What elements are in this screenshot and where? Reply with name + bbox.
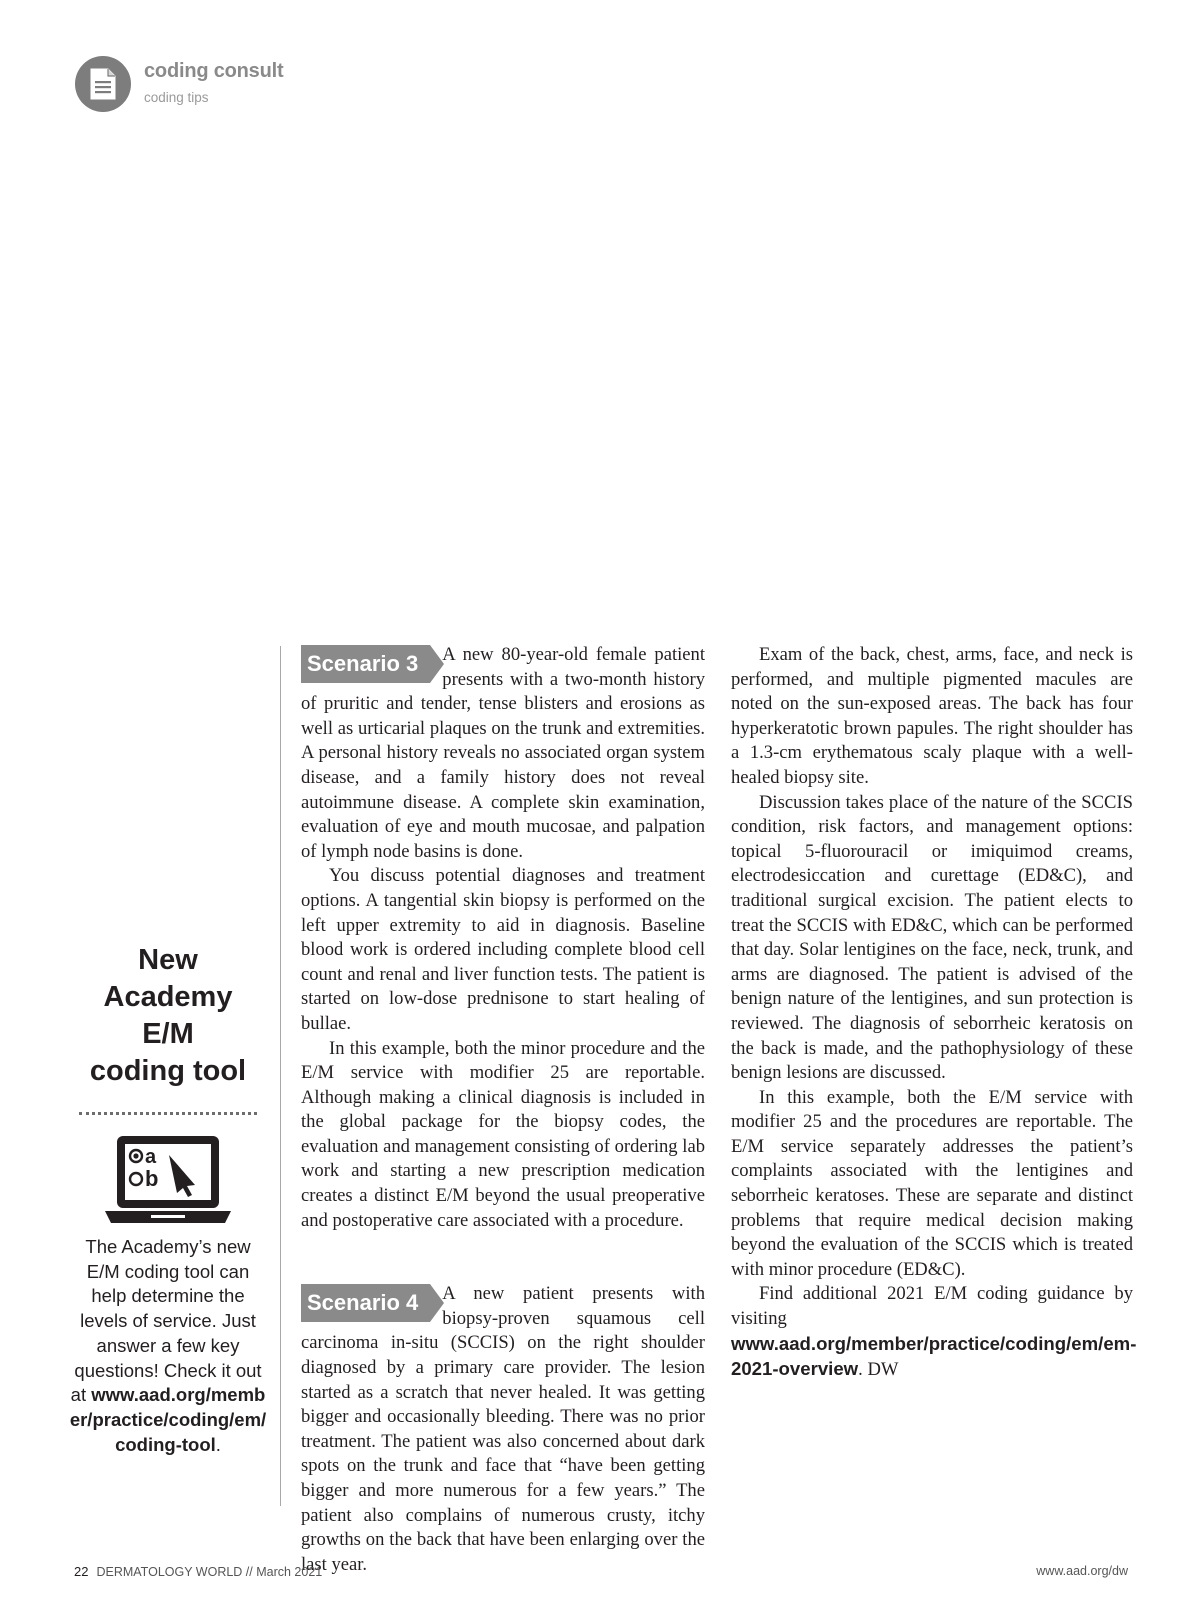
svg-text:a: a — [145, 1146, 157, 1168]
laptop-checklist-icon — [103, 1133, 233, 1225]
column-divider — [280, 646, 281, 1506]
dotted-divider — [79, 1112, 257, 1115]
scenario-3-paragraph-2: You discuss potential diagnoses and treatment options. A tangential skin biopsy is performed on the left upper extremity to aid in diagnosis. Baseline blood work is ordered including complete blood cell count and renal and liver function tests. The patient is started on low-dose prednisone to start healing of bullae. — [301, 865, 705, 1034]
scenario-4-paragraph-2: Exam of the back, chest, arms, face, and neck is performed, and multiple pigmented macules are noted on the sun-exposed areas. The back has four hyperkeratotic brown papules. The right shoulder has a 1.3-cm erythematous scaly plaque with a well-healed biopsy site. — [731, 644, 1133, 788]
scenario-4-paragraph-1: Scenario 4 A new patient presents with biopsy-proven squamous cell carcinoma in-situ (SCCIS) on the right shoulder diagnosed by a primary care provider. The lesion started as a scratch that never healed. It was getting bigger and occasionally bleeding. There was no prior treatment. The patient was also concerned about dark spots on the trunk and face that “have been getting bigger and more numerous for a few years.” The patient also complains of numerous crusty, itchy growths on the back that have been enlarging over the last year. — [301, 1283, 705, 1575]
page-number: 22 — [74, 1564, 89, 1579]
scenario-4-label: Scenario 4 — [301, 1284, 430, 1322]
scenario-4-paragraph-4: In this example, both the E/M service with modifier 25 and the procedures are reportable. The E/M service separately addresses the patient’s complaints associated with the lentigines and seborrheic keratoses. These are separate and distinct problems that require medical decision making beyond the evaluation of the SCCIS which is treated with minor procedure (ED&C). — [731, 1086, 1133, 1280]
article-column-left — [301, 643, 705, 1577]
article-column-right — [731, 643, 1137, 1383]
scenario-3-paragraph-3: In this example, both the minor procedure and the E/M service with modifier 25 are reportable. Although making a clinical diagnosis is included in the global package for the biopsy codes, the evaluation and management consisting of ordering lab work and starting a new prescription medication creates a distinct E/M beyond the usual preoperative and postoperative care associated with a procedure. — [301, 1037, 705, 1231]
scenario-3-label: Scenario 3 — [301, 645, 430, 683]
svg-text:b: b — [145, 1166, 159, 1191]
em-overview-link[interactable]: www.aad.org/member/practice/coding/em/em-2021-overview — [731, 1332, 1137, 1380]
footer-website: www.aad.org/dw — [1036, 1564, 1128, 1578]
publication-name: DERMATOLOGY WORLD // March 2021 — [96, 1565, 323, 1579]
footer-publication — [74, 1564, 322, 1579]
scenario-4-paragraph-3: Discussion takes place of the nature of the SCCIS condition, risk factors, and management options: topical 5-fluorouracil or imiquimod creams, electrodesiccation and curettage (ED&C), and traditional surgical excision. The patient elects to treat the SCCIS with ED&C, which can be performed that day. Solar lentigines on the face, neck, trunk, and arms are diagnosed. The patient is advised of the benign nature of the lentigines, and sun protection is reviewed. The diagnosis of seborrheic keratosis on the back is made, and the pathophysiology of these benign lesions are discussed. — [731, 791, 1133, 1084]
document-icon — [75, 56, 131, 112]
sidebar-title: New Academy E/M coding tool — [89, 944, 247, 1087]
scenario-3-paragraph-1: Scenario 3 A new 80-year-old female patient presents with a two-month history of pruritic and tender, tense blisters and erosions as well as urticarial plaques on the trunk and extremities. A personal history reveals no associated organ system disease, and a family history does not reveal autoimmune disease. A complete skin examination, evaluation of eye and mouth mucosae, and palpation of lymph node basins is done. — [301, 644, 705, 862]
sidebar-description: The Academy’s new E/M coding tool can help determine the levels of service. Just answer a few key questions! Check it out at www.aad.org/member/practice/coding/em/coding-tool. — [69, 1236, 267, 1455]
sidebar-callout — [68, 942, 268, 1457]
closing-paragraph: Find additional 2021 E/M coding guidance by visiting www.aad.org/member/practice/coding/em/em-2021-overview. DW — [731, 1283, 1137, 1381]
coding-tool-link[interactable]: www.aad.org/member/practice/coding/em/coding-tool — [69, 1384, 267, 1455]
section-title: coding consult — [144, 60, 284, 82]
section-subtitle: coding tips — [144, 90, 209, 105]
